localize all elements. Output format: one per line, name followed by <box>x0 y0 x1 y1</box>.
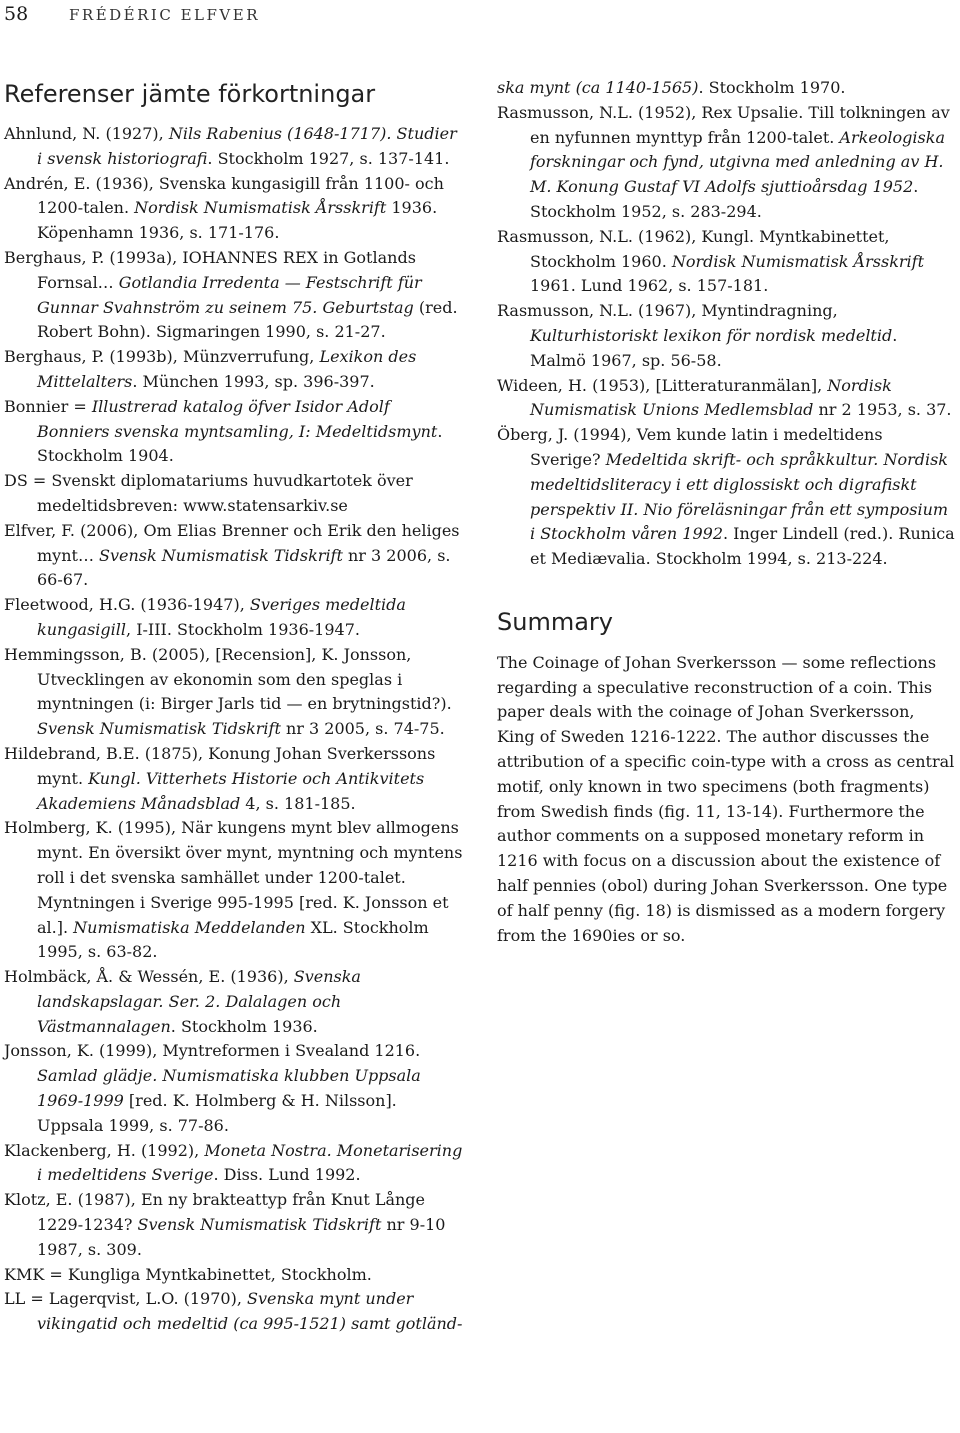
references-right-list <box>497 76 957 572</box>
reference-text: Berghaus, P. (1993b), Münzverrufung, <box>4 347 320 367</box>
reference-details: nr 9-10 1987, s. 309. <box>37 1215 446 1259</box>
reference-entry <box>4 172 466 246</box>
summary-text: The Coinage of Johan Sverkersson — some reflections regarding a speculative reconstruction of a coin. This paper deals with the coinage of Johan Sverkersson, King of Sweden 1216-1222. The author discusses the attribution of a specific coin-type with a cross as central motif, only known in two specimens (both fragments) from Swedish finds (fig. 11, 13-14). Furthermore the author comments on a supposed monetary reform in 1216 with focus on a discussion about the existence of half pennies (obol) during Johan Sverkersson. One type of half penny (fig. 18) is dismissed as a modern forgery from the 1690ies or so. <box>497 652 955 945</box>
reference-text: Elfver, F. (2006), Om Elias Brenner och Erik den heliges mynt… <box>4 520 460 565</box>
reference-title: Svenska landskapslagar. Ser. 2. Dalalagen och Västmannalagen <box>37 967 361 1036</box>
reference-text: Holmbäck, Å. & Wessén, E. (1936), <box>4 967 294 987</box>
reference-details: XL. Stockholm 1995, s. 63-82. <box>37 917 429 962</box>
reference-text: Holmberg, K. (1995), När kungens mynt blev allmogens mynt. En översikt över mynt, myntning och myntens roll i det svenska samhället under 1200-talet. Myntningen i Sverige 995-1995 [red. K. Jonsson et al.]. <box>4 818 463 937</box>
section-title: Referenser jämte förkortningar <box>4 80 376 108</box>
reference-entry <box>4 1188 466 1262</box>
reference-entry <box>4 816 466 965</box>
reference-entry <box>4 1139 466 1189</box>
reference-entry <box>4 1039 466 1138</box>
reference-text: Öberg, J. (1994), Vem kunde latin i medeltidens Sverige? <box>497 425 883 469</box>
reference-entry <box>497 101 957 225</box>
reference-text: Andrén, E. (1936), Svenska kungasigill från 1100- och 1200-talen. <box>4 173 444 218</box>
reference-details: . Stockholm 1904. <box>37 421 443 466</box>
reference-text: Rasmusson, N.L. (1962), Kungl. Myntkabinettet, Stockholm 1960. <box>497 226 890 271</box>
reference-entry <box>497 225 957 299</box>
reference-title: Sveriges medeltida kungasigill <box>37 595 406 639</box>
reference-title: Nils Rabenius (1648-1717). Studier i svensk historiografi <box>37 124 457 168</box>
reference-title: Svensk Numismatisk Tidskrift <box>137 1215 382 1235</box>
reference-text: Hemmingsson, B. (2005), [Recension], K. Jonsson, Utvecklingen av ekonomin som den speglas i myntningen (i: Birger Jarls tid — en brytningstid?). <box>4 644 452 714</box>
reference-text: Berghaus, P. (1993a), IOHANNES REX in Gotlands Fornsal… <box>4 247 416 292</box>
reference-title: ska mynt (ca 1140-1565) <box>497 78 699 97</box>
reference-entry <box>4 643 466 742</box>
reference-details: . Inger Lindell (red.). Runica et Mediævalia. Stockholm 1994, s. 213-224. <box>530 524 955 569</box>
reference-entry <box>4 1263 466 1288</box>
reference-details: [red. K. Holmberg & H. Nilsson]. Uppsala 1999, s. 77-86. <box>37 1091 397 1135</box>
reference-title: Nordisk Numismatisk Årsskrift <box>671 251 925 271</box>
page-number: 58 <box>4 3 29 25</box>
reference-text: LL = Lagerqvist, L.O. (1970), <box>4 1289 247 1309</box>
reference-details: nr 3 2005, s. 74-75. <box>280 719 445 739</box>
reference-title: Kungl. Vitterhets Historie och Antikvitets Akademiens Månadsblad <box>37 768 425 813</box>
reference-text: Ahnlund, N. (1927), <box>4 124 169 143</box>
reference-details: nr 3 2006, s. 66-67. <box>37 545 451 590</box>
reference-text: Wideen, H. (1953), [Litteraturanmälan], <box>497 375 828 395</box>
reference-entry <box>4 593 466 643</box>
reference-text: Klotz, E. (1987), En ny brakteattyp från Knut Långe 1229-1234? <box>4 1190 426 1235</box>
reference-entry <box>497 374 957 424</box>
reference-title: Kulturhistoriskt lexikon för nordisk medeltid <box>530 325 893 345</box>
reference-text: Rasmusson, N.L. (1967), Myntindragning, <box>497 301 838 321</box>
reference-entry <box>4 965 466 1039</box>
reference-title: Svensk Numismatisk Tidskrift <box>99 545 343 565</box>
reference-title: Svensk Numismatisk Tidskrift <box>37 719 281 739</box>
reference-details: . Stockholm 1927, s. 137-141. <box>207 148 450 168</box>
reference-title: Lexikon des Mittelalters <box>37 347 417 391</box>
reference-entry <box>4 469 466 519</box>
reference-entry <box>4 742 466 816</box>
reference-details: 1961. Lund 1962, s. 157-181. <box>530 276 769 296</box>
right-column <box>497 76 957 948</box>
reference-details: . Stockholm 1952, s. 283-294. <box>530 177 919 221</box>
reference-title: Arkeologiska forskningar och fynd, utgivna med anledning av H. M. Konung Gustaf VI Adolfs sjuttioårsdag 1952 <box>530 127 945 197</box>
reference-details: 4, s. 181-185. <box>240 793 356 813</box>
reference-entry <box>4 395 466 469</box>
reference-title: Medeltida skrift- och språkkultur. Nordisk medeltidsliteracy i ett diglossiskt och digrafiskt perspektiv II. Nio föreläsningar från ett symposium i Stockholm våren 1992 <box>530 449 949 544</box>
reference-text: Klackenberg, H. (1992), <box>4 1140 205 1160</box>
reference-text: Jonsson, K. (1999), Myntreformen i Svealand 1216. <box>4 1041 421 1061</box>
reference-title: Moneta Nostra. Monetarisering i medeltidens Sverige <box>37 1140 463 1185</box>
references-left-column <box>4 122 466 1337</box>
reference-entry <box>497 299 957 373</box>
reference-text: Fleetwood, H.G. (1936-1947), <box>4 595 250 615</box>
reference-text: Hildebrand, B.E. (1875), Konung Johan Sverkerssons mynt. <box>4 743 436 788</box>
reference-details: 1936. Köpenhamn 1936, s. 171-176. <box>37 198 438 243</box>
reference-entry <box>4 122 466 172</box>
reference-details: . Diss. Lund 1992. <box>213 1165 361 1185</box>
reference-entry <box>4 246 466 345</box>
reference-title: Illustrerad katalog öfver Isidor Adolf Bonniers svenska myntsamling, I: Medeltidsmynt <box>37 396 438 441</box>
reference-text: Bonnier = <box>4 396 92 416</box>
reference-entry <box>497 76 957 101</box>
reference-title: Samlad glädje. Numismatiska klubben Uppsala 1969-1999 <box>37 1066 421 1111</box>
reference-text: Rasmusson, N.L. (1952), Rex Upsalie. Till tolkningen av en nyfunnen mynttyp från 1200-talet. <box>497 102 950 147</box>
reference-title: Svenska mynt under vikingatid och medeltid (ca 995-1521) samt gotländ- <box>37 1289 463 1334</box>
reference-details: . Stockholm 1936. <box>170 1016 318 1036</box>
reference-entry <box>497 423 957 572</box>
reference-details: nr 2 1953, s. 37. <box>813 400 952 420</box>
reference-entry <box>4 1287 466 1337</box>
reference-title: Gotlandia Irredenta — Festschrift für Gunnar Svahnström zu seinem 75. Geburtstag <box>37 272 422 317</box>
reference-details: , I-III. Stockholm 1936-1947. <box>126 619 360 639</box>
reference-text: KMK = Kungliga Myntkabinettet, Stockholm. <box>4 1264 372 1284</box>
reference-details: . München 1993, sp. 396-397. <box>132 371 375 391</box>
reference-title: Nordisk Numismatisk Årsskrift <box>134 198 387 218</box>
running-head: FRÉDÉRIC ELFVER <box>69 6 260 24</box>
reference-entry <box>4 519 466 593</box>
reference-details: . Malmö 1967, sp. 56-58. <box>530 325 898 370</box>
reference-title: Nordisk Numismatisk Unions Medlemsblad <box>530 375 892 420</box>
reference-text: DS = Svenskt diplomatariums huvudkartotek över medeltidsbreven: www.statensarkiv.se <box>4 471 413 515</box>
reference-details: (red. Robert Bohn). Sigmaringen 1990, s. 21-27. <box>37 297 458 342</box>
reference-entry <box>4 345 466 395</box>
reference-title: Numismatiska Meddelanden <box>73 917 306 937</box>
summary-heading: Summary <box>497 607 613 636</box>
reference-details: . Stockholm 1970. <box>698 78 846 97</box>
page-header <box>0 0 960 36</box>
